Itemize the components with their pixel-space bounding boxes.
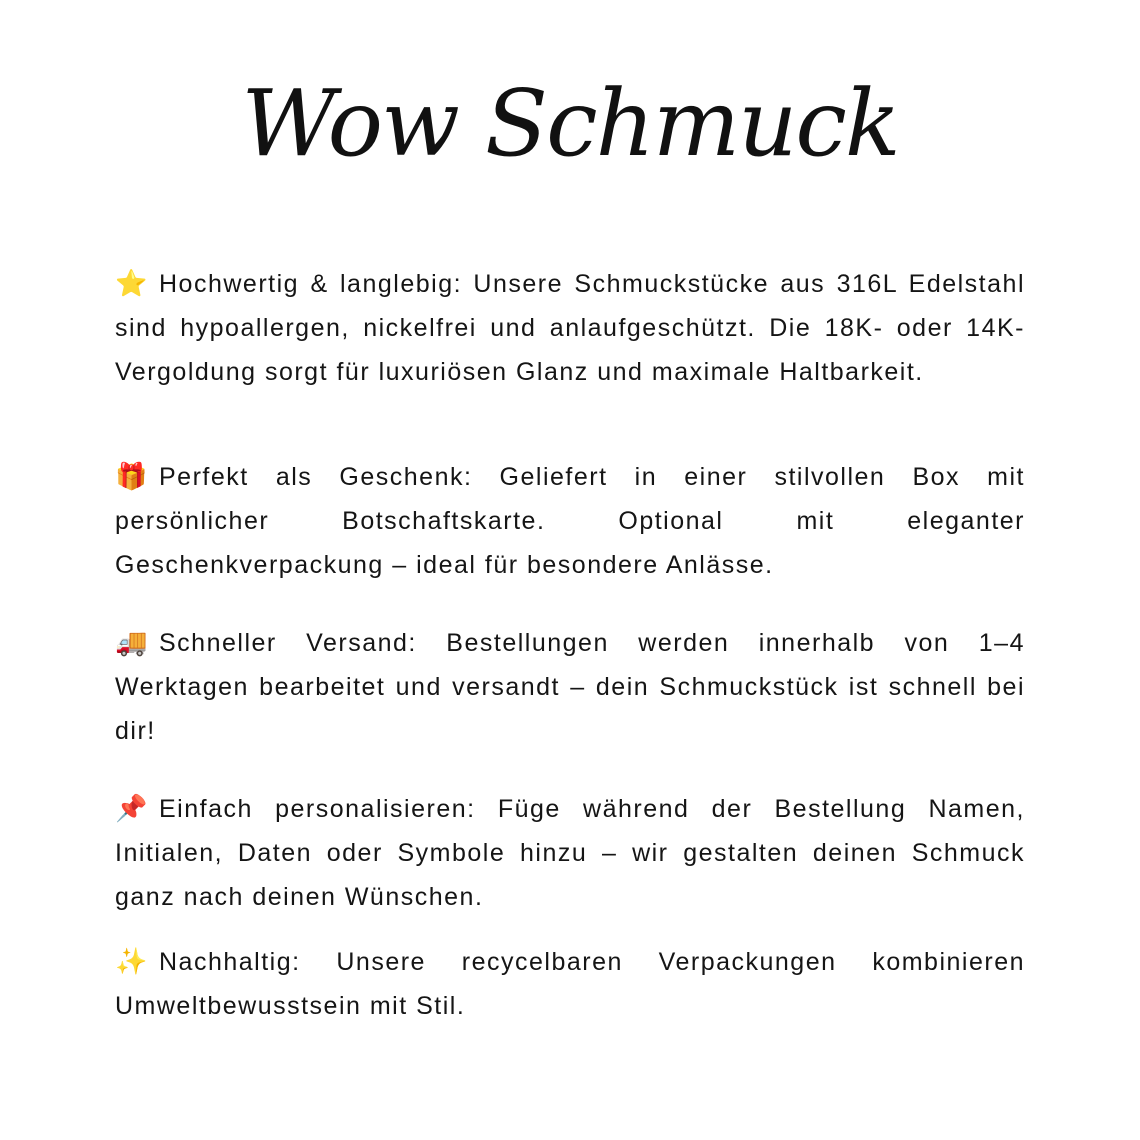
feature-text: Nachhaltig: Unsere recycelbaren Verpackungen kombinieren Umweltbewusstsein mit Stil. <box>115 948 1025 1020</box>
feature-gift <box>115 454 1025 587</box>
feature-text: Schneller Versand: Bestellungen werden innerhalb von 1–4 Werktagen bearbeitet und versandt – dein Schmuckstück ist schnell bei dir! <box>115 629 1025 745</box>
feature-quality <box>115 261 1025 394</box>
gift-icon: 🎁 <box>115 461 148 491</box>
truck-icon: 🚚 <box>115 627 148 657</box>
pushpin-icon: 📌 <box>115 793 148 823</box>
feature-shipping <box>115 620 1025 753</box>
feature-personalize <box>115 786 1025 919</box>
brand-title: Wow Schmuck <box>241 70 899 177</box>
sparkles-icon: ✨ <box>115 946 148 976</box>
star-icon: ⭐ <box>115 268 148 298</box>
feature-text: Hochwertig & langlebig: Unsere Schmuckstücke aus 316L Edelstahl sind hypoallergen, nickelfrei und anlaufgeschützt. Die 18K- oder 14K-Vergoldung sorgt für luxuriösen Glanz und maximale Haltbarkeit. <box>115 270 1025 386</box>
feature-text: Perfekt als Geschenk: Geliefert in einer stilvollen Box mit persönlicher Botschaftskarte. Optional mit eleganter Geschenkverpackung – ideal für besondere Anlässe. <box>115 463 1025 579</box>
feature-text: Einfach personalisieren: Füge während der Bestellung Namen, Initialen, Daten oder Symbole hinzu – wir gestalten deinen Schmuck ganz nach deinen Wünschen. <box>115 795 1025 911</box>
feature-sustainable <box>115 939 1025 1028</box>
